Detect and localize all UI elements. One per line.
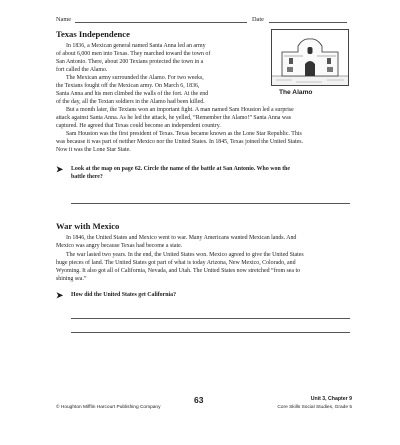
text-line: In 1836, a Mexican general named Santa Anna led an army <box>66 43 206 49</box>
date-label: Date <box>252 16 264 23</box>
text-line: the Texians fought off the Mexican army. On March 6, 1836, <box>56 82 200 89</box>
paragraph-sam-houston-attack <box>56 107 352 131</box>
text-line: fort called the Alamo. <box>56 66 108 73</box>
text-line: was because it was part of neither Mexico nor the United States. In 1845, Texas joined the United States. <box>56 138 303 145</box>
question-arrow-icon: ➤ <box>56 290 64 300</box>
text-line: Mexico was angry because Texas had become a state. <box>56 242 183 249</box>
answer-line-2[interactable] <box>71 318 350 319</box>
unit-chapter: Unit 3, Chapter 9 <box>310 396 352 402</box>
paragraph-lone-star <box>56 131 352 155</box>
text-line: In 1846, the United States and Mexico went to war. Many Americans wanted Mexican lands. And <box>66 235 297 241</box>
text-line: huge pieces of land. The United States got part of what is today Arizona, New Mexico, Colorado, and <box>56 259 296 266</box>
section-title-war-with-mexico: War with Mexico <box>56 221 120 231</box>
name-answer-line[interactable] <box>75 22 247 23</box>
text-line: Santa Anna and his men climbed the walls of the fort. At the end <box>56 90 209 97</box>
text-line: San Antonio. There, about 200 Texians protected the town in a <box>56 58 204 65</box>
answer-line-3[interactable] <box>71 332 350 333</box>
paragraph-war-begins <box>56 235 352 251</box>
name-label: Name <box>56 16 72 23</box>
copyright: © Houghton Mifflin Harcourt Publishing Company <box>56 405 161 410</box>
book-title: Core Skills Social Studies, Grade 5 <box>277 405 352 410</box>
question-2: How did the United States get California? <box>71 292 177 298</box>
illustration-caption: The Alamo <box>279 89 313 96</box>
text-line: Now it was the Lone Star State. <box>56 146 131 153</box>
page-number: 63 <box>194 395 204 405</box>
text-line: The war lasted two years. In the end, the United States won. Mexico agreed to give the United States <box>66 252 304 258</box>
text-line: attack against Santa Anna. As he led the attack, he yelled, “Remember the Alamo!” Santa Anna was <box>56 114 292 121</box>
text-line: But a month later, the Texians won an important fight. A man named Sam Houston led a surprise <box>66 107 294 113</box>
text-line: captured. He agreed that Texas could become an independent country. <box>56 122 221 129</box>
alamo-icon <box>272 30 348 85</box>
alamo-illustration <box>271 29 349 86</box>
text-line: of the day, all the Texian soldiers in the Alamo had been killed. <box>56 98 205 105</box>
answer-line-1[interactable] <box>71 203 350 204</box>
question-1 <box>71 166 351 182</box>
text-line: Wyoming. It also got all of California, Nevada, and Utah. The United States now stretched “from sea to <box>56 267 301 274</box>
paragraph-siege <box>56 75 270 107</box>
text-line: of about 6,000 men into Texas. They marched toward the town of <box>56 50 211 57</box>
date-answer-line[interactable] <box>269 22 347 23</box>
paragraph-intro <box>56 43 266 75</box>
text-line: shining sea.” <box>56 275 87 282</box>
section-title-texas-independence: Texas Independence <box>56 29 130 39</box>
question-line: Look at the map on page 62. Circle the name of the battle at San Antonio. Who won the <box>71 166 291 172</box>
question-arrow-icon: ➤ <box>56 164 64 174</box>
text-line: Sam Houston was the first president of Texas. Texas became known as the Lone Star Republic. This <box>66 131 302 137</box>
text-line: The Mexican army surrounded the Alamo. For two weeks, <box>66 75 204 81</box>
paragraph-war-ends <box>56 252 352 284</box>
question-line: battle there? <box>71 173 103 180</box>
